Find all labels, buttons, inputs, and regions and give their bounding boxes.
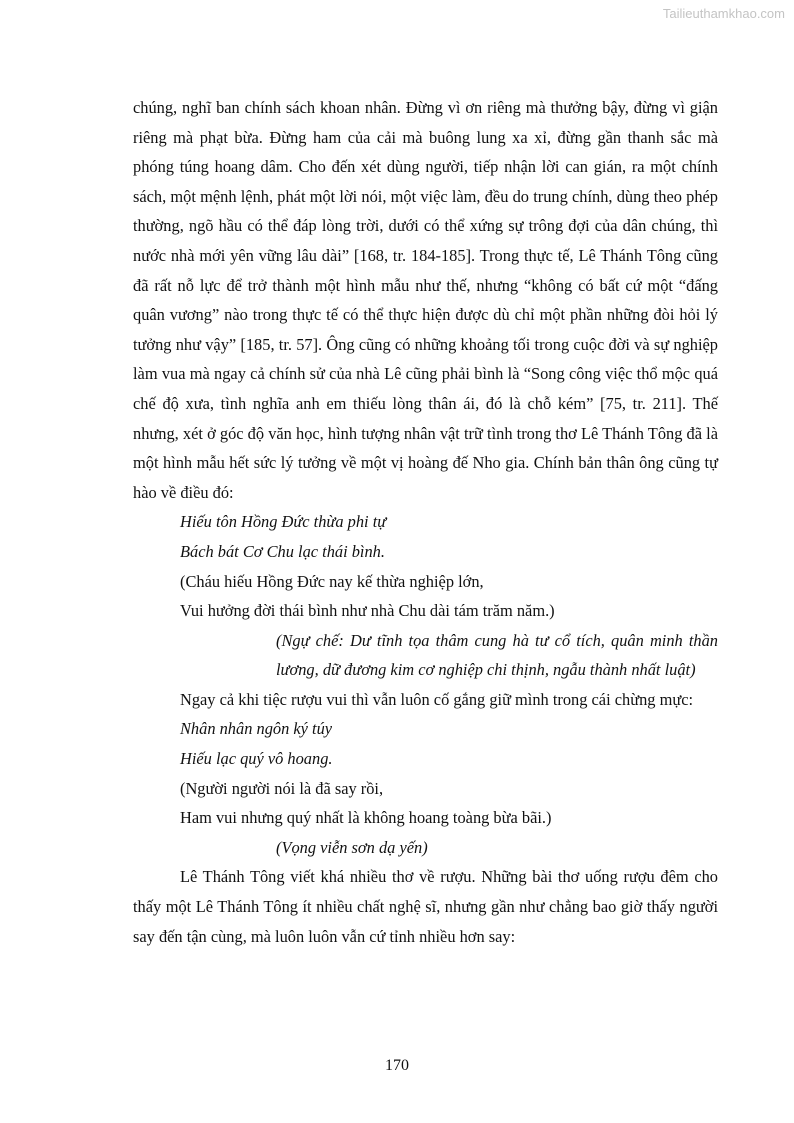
translation-line-1: (Cháu hiếu Hồng Đức nay kế thừa nghiệp lớn, [180,571,484,591]
verse-line-2: Bách bát Cơ Chu lạc thái bình. [180,541,385,561]
watermark: Tailieuthamkhao.com [662,6,785,21]
translation-line-4: Ham vui nhưng quý nhất là không hoang toàng bừa bãi.) [180,808,552,828]
verse-line-3: Nhân nhân ngôn ký túy [180,719,333,739]
translation-line-3: (Người người nói là đã say rồi, [180,778,384,798]
body-paragraph-3: Lê Thánh Tông viết khá nhiều thơ về rượu. Những bài thơ uống rượu đêm cho thấy một Lê Thánh Tông ít nhiều chất nghệ sĩ, nhưng gần như chẳng bao giờ thấy người say đến tận cùng, mà luôn luôn vẫn cứ tỉnh nhiều hơn say: [133,867,718,946]
page-content [133,93,718,951]
page-number: 170 [385,1057,409,1074]
body-paragraph-2: Ngay cả khi tiệc rượu vui thì vẫn luôn cố gắng giữ mình trong cái chừng mực: [180,689,694,709]
verse-line-4: Hiếu lạc quý vô hoang. [180,749,333,769]
verse-source-2: (Vọng viễn sơn dạ yến) [276,837,428,857]
verse-source-1: (Ngự chế: Dư tĩnh tọa thâm cung hà tư cổ tích, quân minh thần lương, dữ đương kim cơ nghiệp chi thịnh, ngẫu thành nhất luật) [276,630,718,680]
verse-line-1: Hiếu tôn Hồng Đức thừa phi tự [180,512,387,532]
body-paragraph-1: chúng, nghĩ ban chính sách khoan nhân. Đừng vì ơn riêng mà thưởng bậy, đừng vì giận riêng mà phạt bừa. Đừng ham của cải mà buông lung xa xỉ, đừng gần thanh sắc mà phóng túng hoang dâm. Cho đến xét dùng người, tiếp nhận lời can gián, ra một chính sách, một mệnh lệnh, phát một lời nói, một việc làm, đều do trung chính, dùng theo phép thường, ngõ hầu có thể đáp lòng trời, dưới có thể xứng sự trông đợi của dân chúng, thì nước nhà mới yên vững lâu dài” [168, tr. 184-185]. Trong thực tế, Lê Thánh Tông cũng đã rất nỗ lực để trở thành một hình mẫu như thế, nhưng “không có bất cứ một “đấng quân vương” nào trong thực tế có thể thực hiện được dù chỉ một phần những đòi hỏi lý tưởng như vậy” [185, tr. 57]. Ông cũng có những khoảng tối trong cuộc đời và sự nghiệp làm vua mà ngay cả chính sử của nhà Lê cũng phải bình là “Song công việc thổ mộc quá chế độ xưa, tình nghĩa anh em thiếu lòng thân ái, đó là chỗ kém” [75, tr. 211]. Thế nhưng, xét ở góc độ văn học, hình tượng nhân vật trữ tình trong thơ Lê Thánh Tông đã là một hình mẫu hết sức lý tưởng về một vị hoàng đế Nho gia. Chính bản thân ông cũng tự hào về điều đó: [133,98,718,502]
translation-line-2: Vui hưởng đời thái bình như nhà Chu dài tám trăm năm.) [180,601,555,621]
